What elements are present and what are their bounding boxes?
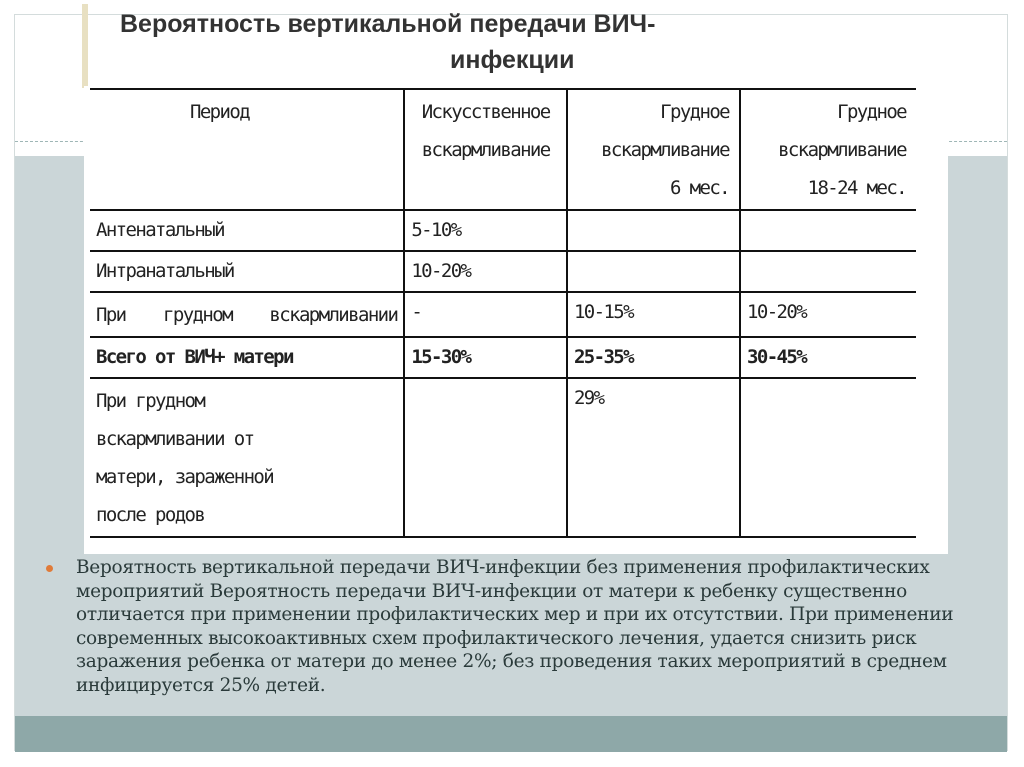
- accent-bar: [82, 4, 88, 88]
- footer-bar: [15, 716, 1007, 752]
- cell-artificial: [404, 378, 567, 537]
- slide-title-line-2: инфекции: [450, 46, 575, 74]
- table-row: [90, 210, 916, 251]
- cell-period: При грудном вскармливании: [90, 292, 404, 337]
- cell-period: Интранатальный: [90, 251, 404, 292]
- table-row: [90, 378, 916, 537]
- table-row: [90, 251, 916, 292]
- cell-artificial: 15-30%: [404, 337, 567, 378]
- cell-breast-18-24: [740, 210, 916, 251]
- cell-breast-18-24: [740, 251, 916, 292]
- table-row: [90, 292, 916, 337]
- cell-breast-18-24: 10-20%: [740, 292, 916, 337]
- cell-breast-6: 10-15%: [567, 292, 740, 337]
- cell-artificial: 10-20%: [404, 251, 567, 292]
- header-period: Период: [90, 89, 404, 210]
- cell-breast-18-24: [740, 378, 916, 537]
- cell-artificial: -: [404, 292, 567, 337]
- table-card: [84, 86, 948, 554]
- cell-breast-6: 25-35%: [567, 337, 740, 378]
- header-breast-18-24-months: Грудное вскармливание 18-24 мес.: [740, 89, 916, 210]
- cell-period: Всего от ВИЧ+ матери: [90, 337, 404, 378]
- slide-title: [120, 6, 980, 78]
- cell-breast-6: 29%: [567, 378, 740, 537]
- header-artificial-feeding: Искусственное вскармливание: [404, 89, 567, 210]
- table-header-row: [90, 89, 916, 210]
- cell-breast-18-24: 30-45%: [740, 337, 916, 378]
- cell-artificial: 5-10%: [404, 210, 567, 251]
- table-row-total: [90, 337, 916, 378]
- slide-title-line-1: Вероятность вертикальной передачи ВИЧ-: [120, 10, 656, 38]
- bullet-text: Вероятность вертикальной передачи ВИЧ-инфекции без применения профилактических мероприятий Вероятность передачи ВИЧ-инфекции от матери к ребенку существенно отличается при применении профилактических мер и при их отсутствии. При применении современных высокоактивных схем профилактического лечения, удается снизить риск заражения ребенка от матери до менее 2%; без проведения таких мероприятий в среднем инфицируется 25% детей.: [76, 557, 954, 696]
- cell-breast-6: [567, 251, 740, 292]
- cell-period: Антенатальный: [90, 210, 404, 251]
- header-breast-6-months: Грудное вскармливание 6 мес.: [567, 89, 740, 210]
- cell-period: При грудном вскармливании от матери, зараженной после родов: [90, 378, 404, 537]
- hiv-transmission-table: [90, 88, 916, 538]
- cell-breast-6: [567, 210, 740, 251]
- bullet-dot-icon: [46, 565, 53, 572]
